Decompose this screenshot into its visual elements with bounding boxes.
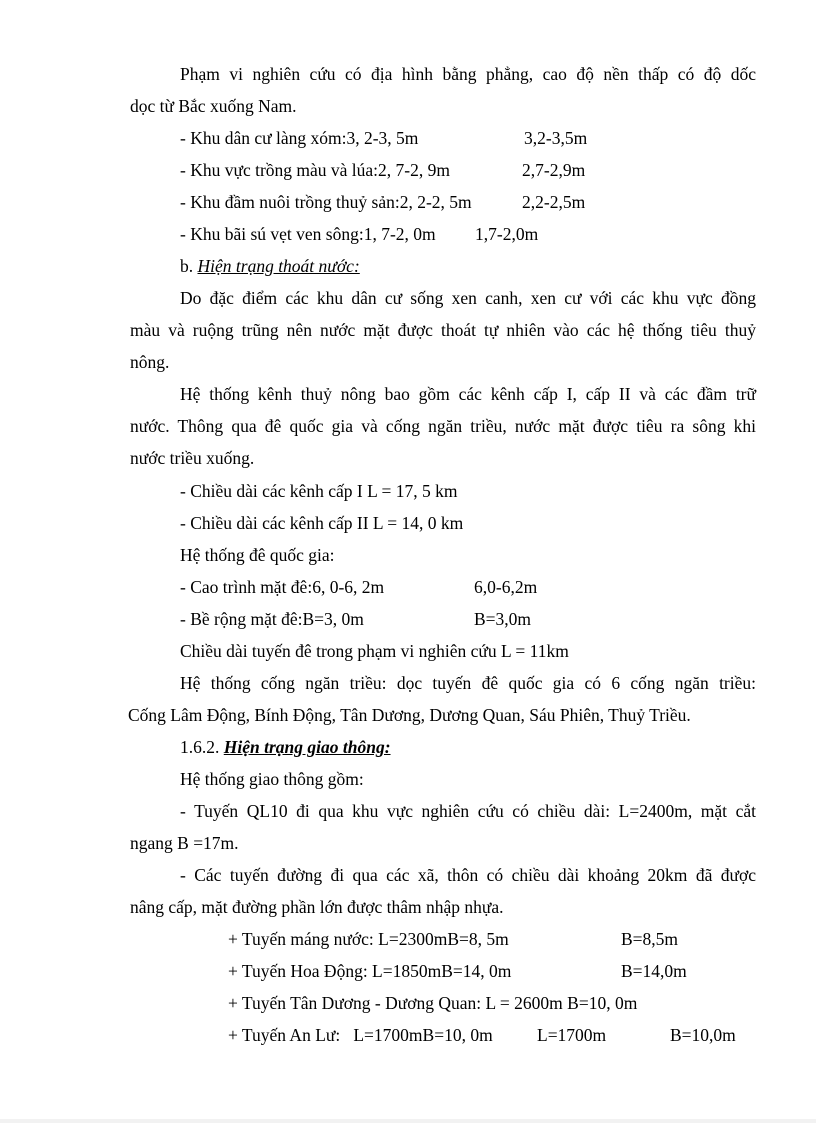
route-label: + Tuyến máng nước: L=2300mB=8, 5m bbox=[228, 929, 509, 949]
dyke-length: Chiều dài tuyến đê trong phạm vi nghiên cứu L = 11km bbox=[180, 641, 569, 661]
para-ql10-line2: ngang B =17m. bbox=[130, 833, 239, 853]
route-value: B=14,0m bbox=[621, 961, 687, 981]
para-terrain-line1: Phạm vi nghiên cứu có địa hình bằng phẳng, cao độ nền thấp có độ dốc bbox=[180, 64, 756, 84]
subsection-b-heading bbox=[180, 256, 360, 276]
dyke-system-heading: Hệ thống đê quốc gia: bbox=[180, 545, 335, 565]
para-sluice-line2: Cống Lâm Động, Bính Động, Tân Dương, Dương Quan, Sáu Phiên, Thuỷ Triều. bbox=[128, 705, 691, 725]
elevation-item-label: - Khu vực trồng màu và lúa:2, 7-2, 9m bbox=[180, 160, 450, 180]
dyke-elevation-label: - Cao trình mặt đê:6, 0-6, 2m bbox=[180, 577, 385, 597]
para-canal-line1: Hệ thống kênh thuỷ nông bao gồm các kênh cấp I, cấp II và các đầm trữ bbox=[180, 384, 756, 404]
dyke-width-value: B=3,0m bbox=[474, 609, 532, 629]
elevation-item-value: 2,2-2,5m bbox=[522, 192, 586, 212]
route-label: + Tuyến An Lư: L=1700mB=10, 0m bbox=[228, 1025, 493, 1045]
section-1-6-2-title: Hiện trạng giao thông: bbox=[223, 737, 391, 757]
para-ql10-line1: - Tuyến QL10 đi qua khu vực nghiên cứu có chiều dài: L=2400m, mặt cắt bbox=[180, 801, 756, 821]
para-drainage-line2: màu và ruộng trũng nên nước mặt được thoát tự nhiên vào các hệ thống tiêu thuỷ bbox=[130, 320, 756, 340]
canal-length-level1: - Chiều dài các kênh cấp I L = 17, 5 km bbox=[180, 481, 458, 501]
elevation-item-label: - Khu đầm nuôi trồng thuỷ sản:2, 2-2, 5m bbox=[180, 192, 472, 212]
section-1-6-2-number: 1.6.2. bbox=[180, 737, 224, 757]
traffic-system-heading: Hệ thống giao thông gồm: bbox=[180, 769, 364, 789]
subsection-b-title: Hiện trạng thoát nước: bbox=[197, 256, 360, 276]
route-value: B=10,0m bbox=[670, 1025, 736, 1045]
route-length: L=1700m bbox=[537, 1025, 607, 1045]
elevation-item-value: 3,2-3,5m bbox=[524, 128, 588, 148]
para-sluice-line1: Hệ thống cống ngăn triều: dọc tuyến đê quốc gia có 6 cống ngăn triều: bbox=[180, 673, 756, 693]
dyke-elevation-value: 6,0-6,2m bbox=[474, 577, 538, 597]
para-drainage-line3: nông. bbox=[130, 352, 170, 372]
subsection-b-prefix: b. bbox=[180, 256, 198, 276]
dyke-width-label: - Bề rộng mặt đê:B=3, 0m bbox=[180, 609, 364, 629]
para-canal-line3: nước triều xuống. bbox=[130, 448, 255, 468]
para-canal-line2: nước. Thông qua đê quốc gia và cống ngăn triều, nước mặt được tiêu ra sông khi bbox=[130, 416, 756, 436]
page-bottom-edge bbox=[0, 1119, 816, 1123]
route-label: + Tuyến Hoa Động: L=1850mB=14, 0m bbox=[228, 961, 512, 981]
route-value: B=8,5m bbox=[621, 929, 679, 949]
para-roads-line2: nâng cấp, mặt đường phần lớn được thâm nhập nhựa. bbox=[130, 897, 504, 917]
para-terrain-line2: dọc từ Bắc xuống Nam. bbox=[130, 96, 297, 116]
elevation-item-label: - Khu bãi sú vẹt ven sông:1, 7-2, 0m bbox=[180, 224, 436, 244]
para-roads-line1: - Các tuyến đường đi qua các xã, thôn có chiều dài khoảng 20km đã được bbox=[180, 865, 756, 885]
elevation-item-label: - Khu dân cư làng xóm:3, 2-3, 5m bbox=[180, 128, 419, 148]
canal-length-level2: - Chiều dài các kênh cấp II L = 14, 0 km bbox=[180, 513, 464, 533]
para-drainage-line1: Do đặc điểm các khu dân cư sống xen canh, xen cư với các khu vực đồng bbox=[180, 288, 756, 308]
elevation-item-value: 1,7-2,0m bbox=[475, 224, 539, 244]
section-1-6-2-heading bbox=[180, 737, 391, 757]
elevation-item-value: 2,7-2,9m bbox=[522, 160, 586, 180]
route-label: + Tuyến Tân Dương - Dương Quan: L = 2600m B=10, 0m bbox=[228, 993, 638, 1013]
